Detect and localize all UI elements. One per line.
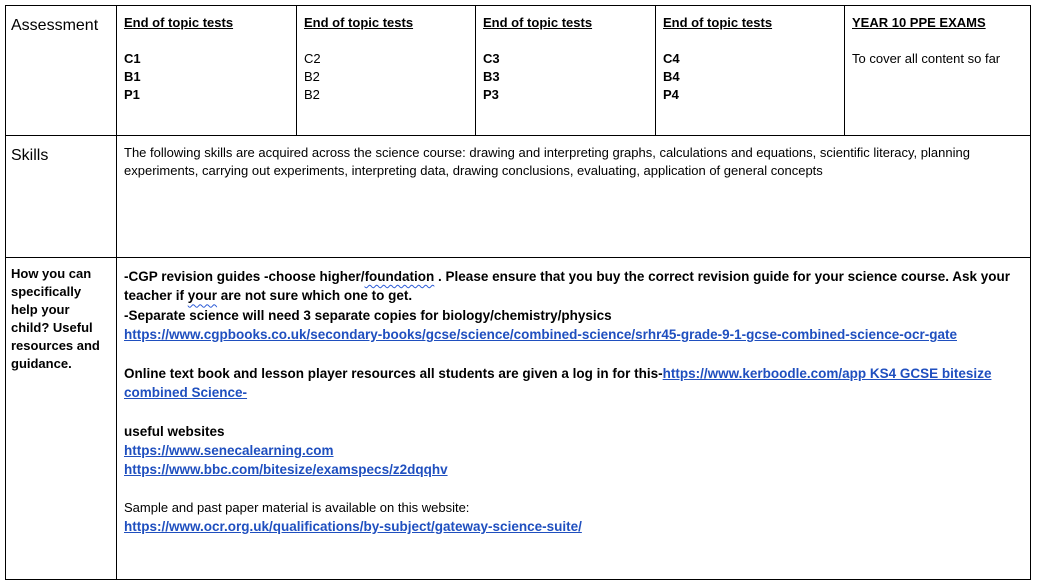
skills-label: Skills [11, 147, 49, 164]
column-heading: End of topic tests [304, 15, 414, 30]
column-divider-4 [844, 5, 845, 136]
test-item: P3 [483, 87, 499, 102]
exams-heading: YEAR 10 PPE EXAMS [852, 15, 986, 30]
test-item: B4 [663, 69, 680, 84]
cgp-text-middle: . Please ensure that you buy the correct revision guide for your science course. Ask your teacher if [124, 269, 1010, 304]
test-item: P4 [663, 87, 679, 102]
online-textbook-note [124, 364, 1026, 403]
seneca-link[interactable]: https://www.senecalearning.com [124, 443, 334, 459]
test-item: C4 [663, 51, 680, 66]
row-divider-skills [5, 257, 1031, 258]
test-item: B1 [124, 69, 141, 84]
table-border-right [1030, 5, 1031, 580]
exams-text: To cover all content so far [852, 51, 1001, 66]
test-item: C3 [483, 51, 500, 66]
bbc-bitesize-link[interactable]: https://www.bbc.com/bitesize/examspecs/z2dqqhv [124, 462, 448, 478]
websites-heading: useful websites [124, 423, 225, 439]
cgp-text-your: your [187, 288, 218, 304]
table-border-top [5, 5, 1031, 6]
assessment-column-4 [663, 14, 839, 104]
test-item: B2 [304, 69, 320, 84]
assessment-column-1 [124, 14, 292, 104]
column-heading: End of topic tests [124, 15, 234, 30]
test-item: C1 [124, 51, 141, 66]
test-item: B3 [483, 69, 500, 84]
ocr-link[interactable]: https://www.ocr.org.uk/qualifications/by-subject/gateway-science-suite/ [124, 518, 582, 534]
online-text: Online text book and lesson player resources all students are given a log in for this- [124, 366, 663, 382]
column-divider-3 [655, 5, 656, 136]
table-border-bottom [5, 579, 1031, 580]
assessment-column-3 [483, 14, 651, 104]
test-item: B2 [304, 87, 320, 102]
kerboodle-link[interactable]: https://www.kerboodle.com/app KS4 GCSE bitesize combined Science- [124, 366, 992, 401]
help-label: How you can specifically help your child? Useful resources and guidance. [11, 266, 100, 371]
cgp-guidance [124, 267, 1026, 306]
cgp-text-suffix: are not sure which one to get. [217, 288, 413, 304]
table-border-left [5, 5, 6, 580]
help-resources [124, 267, 1026, 536]
cgp-text-prefix: -CGP revision guides -choose higher/ [124, 269, 365, 284]
column-divider-2 [475, 5, 476, 136]
cgp-link[interactable]: https://www.cgpbooks.co.uk/secondary-books/gcse/science/combined-science/srhr45-grade-9-1-gcse-combined-science-ocr-gate [124, 326, 957, 342]
column-divider-label [116, 5, 117, 580]
test-item: P1 [124, 87, 140, 102]
assessment-label: Assessment [11, 17, 99, 34]
test-item: C2 [304, 51, 321, 66]
skills-text: The following skills are acquired across the science course: drawing and interpreting graphs, calculations and equations, scientific literacy, planning experiments, carrying out experiments, interpreting data, drawing conclusions, evaluating, application of general concepts [124, 145, 970, 178]
separate-science-note: -Separate science will need 3 separate copies for biology/chemistry/physics [124, 307, 612, 323]
assessment-exams [852, 14, 1024, 68]
sample-papers-note: Sample and past paper material is available on this website: [124, 499, 470, 515]
column-heading: End of topic tests [663, 15, 773, 30]
column-divider-1 [296, 5, 297, 136]
row-divider-assessment [5, 135, 1031, 136]
cgp-text-foundation: foundation [364, 269, 435, 284]
assessment-column-2 [304, 14, 472, 104]
column-heading: End of topic tests [483, 15, 593, 30]
